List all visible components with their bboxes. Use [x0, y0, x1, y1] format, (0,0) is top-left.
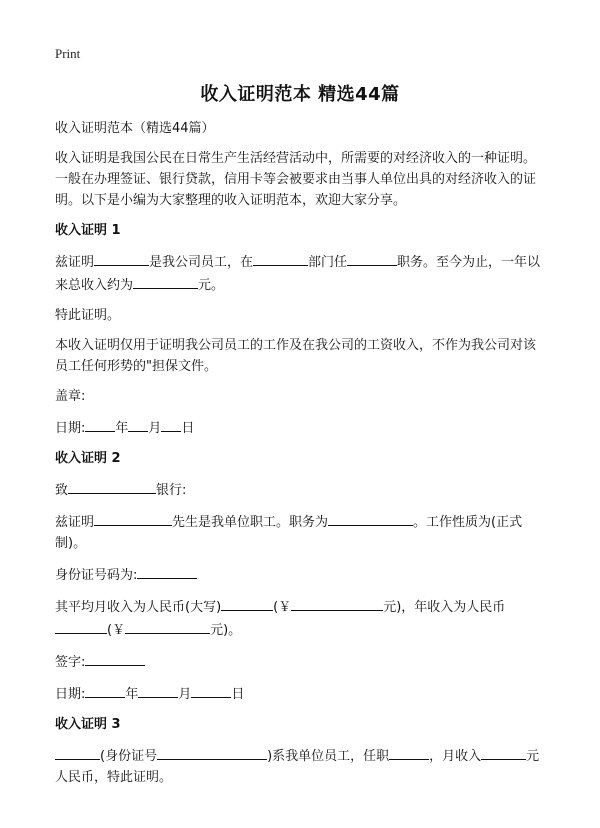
section-2-recipient: 致 银行:	[55, 478, 547, 501]
blank-field	[328, 510, 413, 526]
section-3-heading: 收入证明 3	[55, 717, 121, 732]
blank-field	[347, 250, 397, 266]
blank-field	[161, 416, 181, 432]
section-1-seal: 盖章:	[55, 389, 86, 404]
blank-field	[125, 618, 210, 634]
section-1-certify: 特此证明。	[55, 308, 121, 323]
section-3-statement: (身份证号 )系我单位员工，任职 ，月收入 元人民币，特此证明。	[55, 744, 547, 788]
blank-field	[85, 650, 145, 666]
blank-field	[138, 682, 178, 698]
section-2-signature: 签字:	[55, 650, 547, 673]
section-2-date: 日期: 年 月 日	[55, 682, 547, 705]
section-2-statement: 兹证明 先生是我单位职工。职务为 。工作性质为(正式制)。	[55, 510, 547, 554]
blank-field	[221, 595, 273, 611]
section-2-income: 其平均月收入为人民币(大写) (￥ 元)，年收入为人民币(￥ 元)。	[55, 595, 547, 641]
section-1-date: 日期: 年 月 日	[55, 416, 547, 439]
blank-field	[55, 618, 107, 634]
blank-field	[133, 273, 198, 289]
blank-field	[389, 744, 429, 760]
blank-field	[94, 250, 149, 266]
page-title: 收入证明范本 精选44篇	[200, 84, 400, 105]
subtitle: 收入证明范本（精选44篇）	[55, 121, 215, 136]
blank-field	[55, 744, 100, 760]
section-2-id: 身份证号码为:	[55, 563, 547, 586]
blank-field	[128, 416, 148, 432]
blank-field	[68, 478, 156, 494]
intro-paragraph: 收入证明是我国公民在日常生产生活经营活动中，所需要的对经济收入的一种证明。一般在办理签证、银行贷款，信用卡等会被要求由当事人单位出具的对经济收入的证明。以下是小编为大家整理的收入证明范本，欢迎大家分享。	[55, 151, 537, 208]
blank-field	[253, 250, 308, 266]
blank-field	[157, 744, 267, 760]
section-1-note: 本收入证明仅用于证明我公司员工的工作及在我公司的工资收入，不作为我公司对该员工任何形势的"担保文件。	[55, 338, 537, 374]
blank-field	[291, 595, 383, 611]
section-2-heading: 收入证明 2	[55, 451, 121, 466]
document-body	[55, 118, 547, 797]
blank-field	[191, 682, 231, 698]
blank-field	[85, 682, 125, 698]
print-link[interactable]: Print	[55, 46, 81, 61]
blank-field	[481, 744, 526, 760]
blank-field	[137, 563, 197, 579]
section-1-statement: 兹证明 是我公司员工，在 部门任 职务。至今为止，一年以来总收入约为 元。	[55, 250, 547, 296]
blank-field	[85, 416, 115, 432]
blank-field	[94, 510, 172, 526]
section-1-heading: 收入证明 1	[55, 223, 121, 238]
